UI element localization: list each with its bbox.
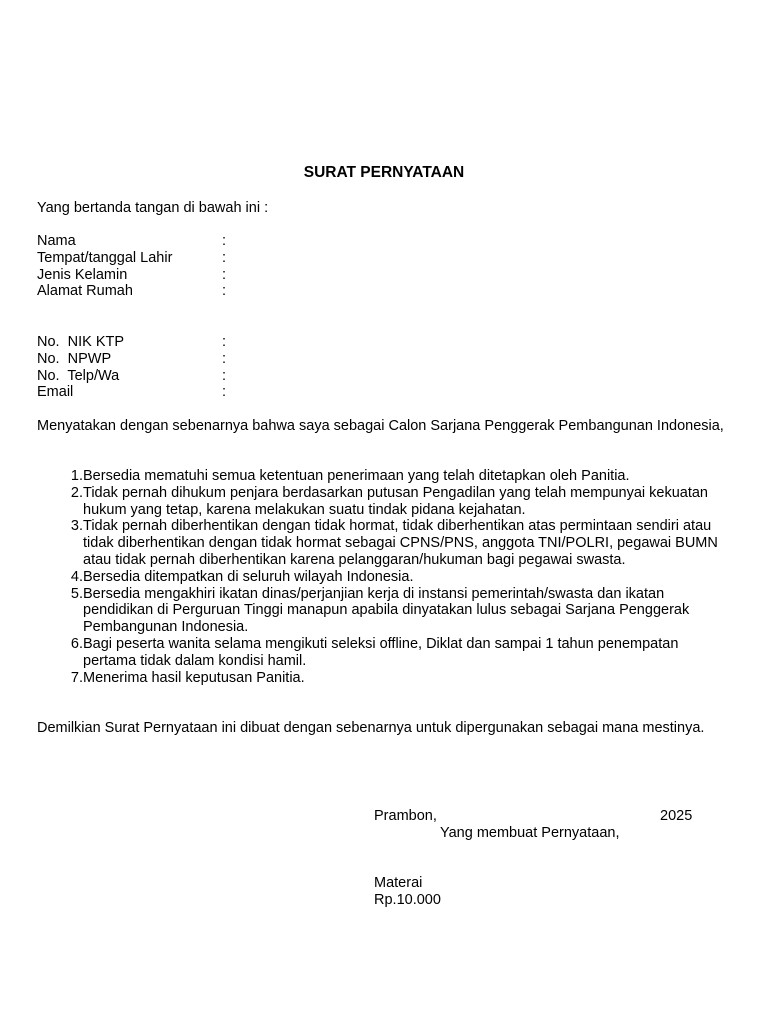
list-item-number: 7. bbox=[70, 669, 83, 686]
list-item bbox=[37, 569, 737, 586]
list-item-number: 1. bbox=[70, 468, 83, 484]
list-item-text: Bersedia ditempatkan di seluruh wilayah Indonesia. bbox=[83, 568, 414, 585]
field-label: No. NPWP bbox=[37, 350, 112, 367]
field-row-gender bbox=[37, 267, 437, 284]
field-colon: : bbox=[222, 350, 227, 367]
list-item-text: Tidak pernah diberhentikan dengan tidak hormat, tidak diberhentikan atas permintaan sendiri atau tidak diberhentikan dengan tidak hormat sebagai CPNS/PNS, anggota TNI/POLRI, pegawai BUMN atau tidak pernah diberhentikan karena pelanggaran/hukuman bagi pegawai swasta. bbox=[83, 518, 718, 568]
field-row-npwp bbox=[37, 351, 437, 368]
field-row-address bbox=[37, 283, 437, 300]
list-item-number: 5. bbox=[70, 585, 83, 602]
signer-label: Yang membuat Pernyataan, bbox=[440, 825, 620, 841]
intro-text: Yang bertanda tangan di bawah ini : bbox=[37, 200, 269, 216]
identity-fields bbox=[37, 233, 437, 300]
list-item-number: 3. bbox=[70, 518, 83, 535]
field-row-birth bbox=[37, 250, 437, 267]
document-title: SURAT PERNYATAAN bbox=[303, 164, 465, 181]
list-item bbox=[37, 518, 737, 568]
terms-list bbox=[37, 468, 737, 686]
list-item-text: Bersedia mematuhi semua ketentuan penerimaan yang telah ditetapkan oleh Panitia. bbox=[83, 468, 630, 484]
field-colon: : bbox=[222, 283, 227, 300]
field-row-email bbox=[37, 384, 437, 401]
list-item-text: Tidak pernah dihukum penjara berdasarkan putusan Pengadilan yang telah mempunyai kekuatan hukum yang tetap, karena melakukan suatu tindak pidana kejahatan. bbox=[83, 484, 708, 518]
stamp-duty-label: Materai bbox=[374, 875, 423, 891]
field-colon: : bbox=[222, 266, 227, 283]
field-row-nik bbox=[37, 334, 437, 351]
signing-year: 2025 bbox=[660, 808, 693, 824]
contact-fields bbox=[37, 334, 437, 401]
list-item-text: Bagi peserta wanita selama mengikuti seleksi offline, Diklat dan sampai 1 tahun penempatan pertama tidak dalam kondisi hamil. bbox=[83, 635, 679, 669]
field-colon: : bbox=[222, 384, 227, 401]
field-label: Tempat/tanggal Lahir bbox=[37, 249, 173, 266]
closing-text: Demilkian Surat Pernyataan ini dibuat dengan sebenarnya untuk dipergunakan sebagai mana mestinya. bbox=[37, 720, 705, 736]
signing-place: Prambon, bbox=[374, 808, 437, 824]
list-item-number: 6. bbox=[70, 635, 83, 652]
list-item bbox=[37, 468, 737, 485]
field-label: No. NIK KTP bbox=[37, 334, 125, 350]
list-item bbox=[37, 670, 737, 687]
list-item bbox=[37, 485, 737, 519]
field-label: Alamat Rumah bbox=[37, 283, 133, 300]
list-item-text: Menerima hasil keputusan Panitia. bbox=[83, 669, 305, 686]
list-item-number: 2. bbox=[70, 484, 83, 501]
field-label: Nama bbox=[37, 233, 76, 249]
field-row-name bbox=[37, 233, 437, 250]
field-label: Jenis Kelamin bbox=[37, 266, 128, 283]
field-label: No. Telp/Wa bbox=[37, 367, 120, 384]
field-colon: : bbox=[222, 334, 227, 350]
list-item bbox=[37, 636, 737, 670]
field-colon: : bbox=[222, 233, 227, 249]
field-colon: : bbox=[222, 367, 227, 384]
list-item-text: Bersedia mengakhiri ikatan dinas/perjanjian kerja di instansi pemerintah/swasta dan ikatan pendidikan di Perguruan Tinggi manapun apabila dinyatakan lulus sebagai Sarjana Penggerak Pembangunan Indonesia. bbox=[83, 585, 690, 636]
field-row-phone bbox=[37, 368, 437, 385]
field-label: Email bbox=[37, 384, 74, 401]
statement-text: Menyatakan dengan sebenarnya bahwa saya sebagai Calon Sarjana Penggerak Pembangunan Indonesia, bbox=[37, 418, 724, 434]
list-item-number: 4. bbox=[70, 568, 83, 585]
stamp-duty-amount: Rp.10.000 bbox=[374, 891, 441, 908]
field-colon: : bbox=[222, 249, 227, 266]
stamp-duty-note bbox=[374, 875, 441, 909]
list-item bbox=[37, 586, 737, 636]
